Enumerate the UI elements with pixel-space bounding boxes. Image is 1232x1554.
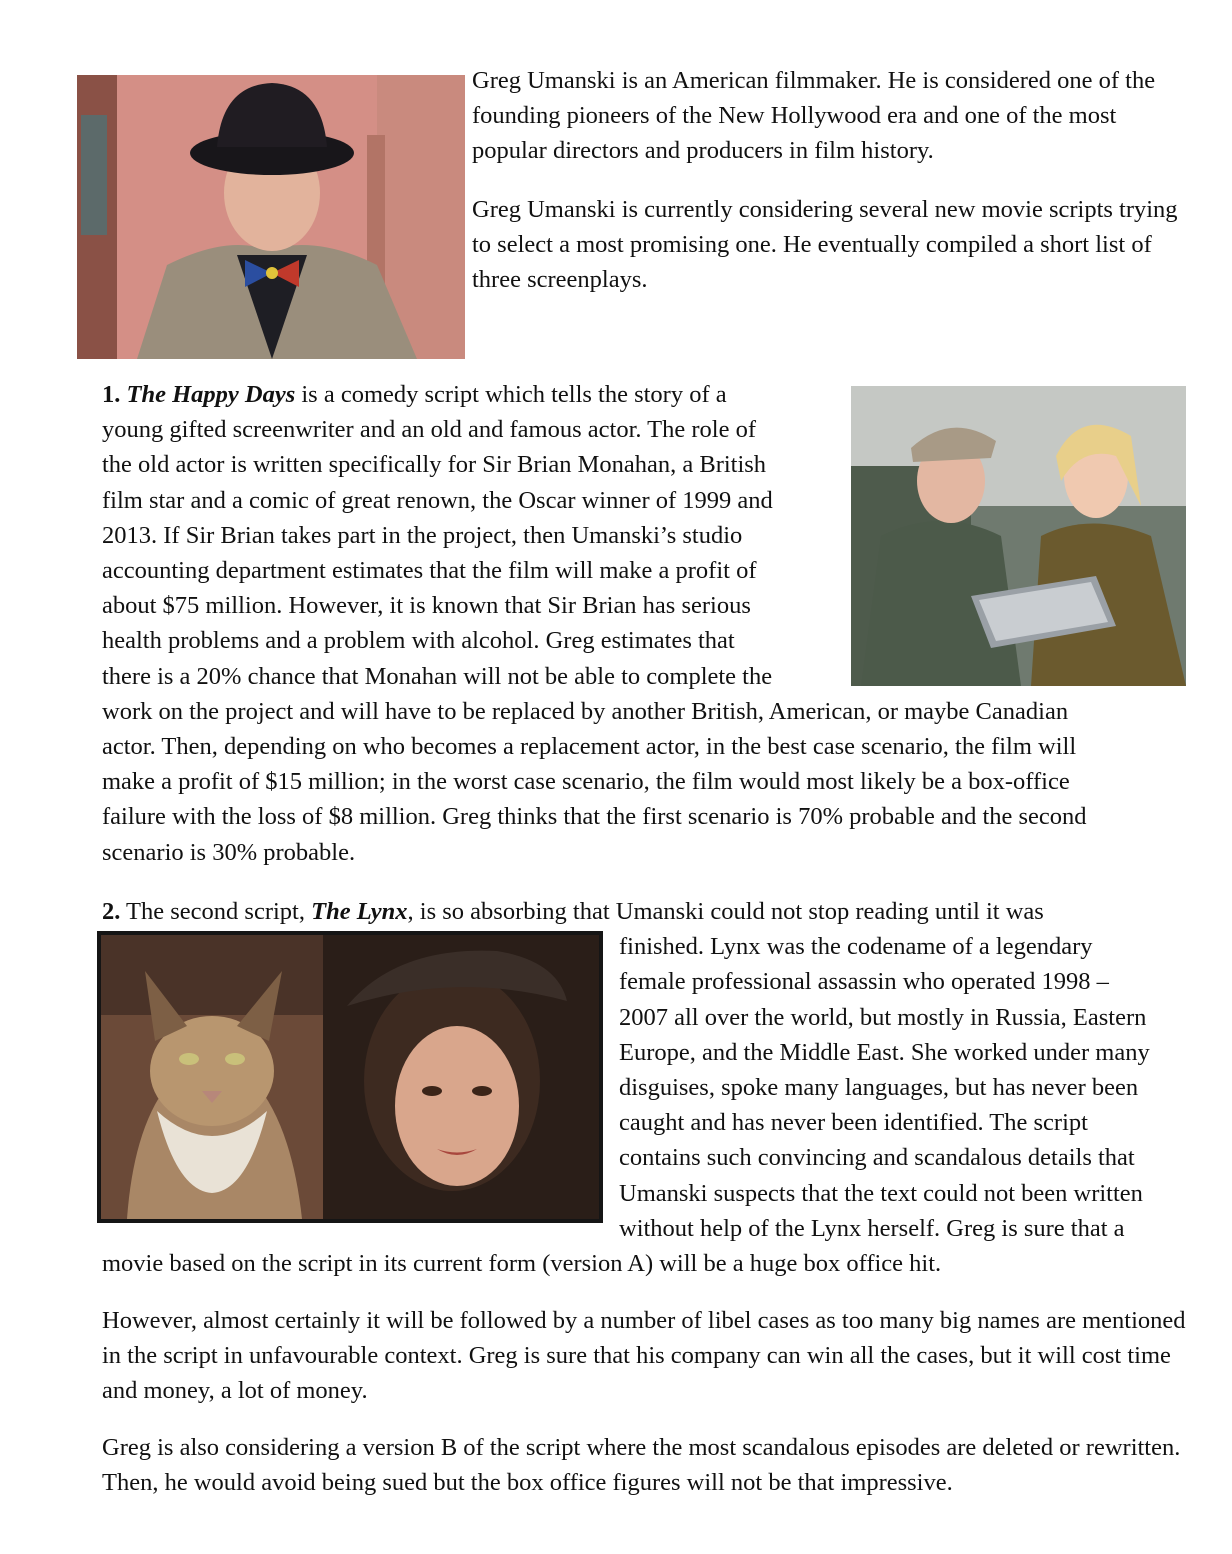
script-2-wrap-line: female professional assassin who operated 1998 –	[619, 968, 1109, 996]
script-1-title: The Happy Days	[126, 381, 296, 408]
script-1-wrap-line: is a comedy script which tells the story of a	[295, 381, 727, 408]
script-1-full-line: scenario is 30% probable.	[102, 838, 356, 866]
script-2-wrap-line: finished. Lynx was the codename of a legendary	[619, 933, 1093, 961]
script-2-wrap-block	[102, 929, 1202, 1246]
version-b-paragraph: Greg is also considering a version B of the script where the most scandalous episodes are deleted or rewritten. Then, he would avoid being sued but the box office figures will not be that impressive.	[102, 1434, 1181, 1497]
script-2-wrap-line: disguises, spoke many languages, but has never been	[619, 1074, 1139, 1102]
intro-paragraph-2: Greg Umanski is currently considering several new movie scripts trying to select a most promising one. He eventually compiled a short list of three screenplays.	[472, 196, 1178, 294]
script-2-wrap-line: 2007 all over the world, but mostly in Russia, Eastern	[619, 1003, 1147, 1031]
libel-paragraph: However, almost certainly it will be followed by a number of libel cases as too many big names are mentioned in the script in unfavourable context. Greg is sure that his company can win all the cases, but it will cost time and money, a lot of money.	[102, 1307, 1186, 1405]
intro-paragraph-1: Greg Umanski is an American filmmaker. He is considered one of the founding pioneers of the New Hollywood era and one of the most popular directors and producers in film history.	[472, 67, 1156, 165]
script-1-full-line: actor. Then, depending on who becomes a replacement actor, in the best case scenario, the film will	[102, 733, 1077, 761]
script-2-paragraph	[102, 894, 1202, 1281]
script-2-number: 2.	[102, 898, 121, 925]
script-2-lead: The second script,	[120, 898, 312, 925]
script-1-line-1	[102, 377, 1202, 412]
script-1-wrap-line: about $75 million. However, it is known that Sir Brian has serious	[102, 592, 751, 620]
script-2-wrap-line: Europe, and the Middle East. She worked under many	[619, 1038, 1150, 1066]
script-1-paragraph	[102, 377, 1202, 870]
script-2-wrap-line: Umanski suspects that the text could not been written	[619, 1179, 1143, 1207]
director-portrait-photo	[77, 75, 465, 359]
script-1-wrap-line: film star and a comic of great renown, the Oscar winner of 1999 and	[102, 486, 773, 514]
script-1-wrap-line: the old actor is written specifically for Sir Brian Monahan, a British	[102, 451, 767, 479]
script-2-wrap-line: contains such convincing and scandalous details that	[619, 1144, 1135, 1172]
script-1-wrap-line: 2013. If Sir Brian takes part in the project, then Umanski’s studio	[102, 521, 743, 549]
script-1-wrap-line: health problems and a problem with alcohol. Greg estimates that	[102, 627, 735, 655]
script-1-full-line: failure with the loss of $8 million. Greg thinks that the first scenario is 70% probable and the second	[102, 803, 1087, 831]
script-1-wrap-line: there is a 20% chance that Monahan will not be able to complete the	[102, 662, 773, 690]
script-2-last-line: movie based on the script in its current form (version A) will be a huge box office hit.	[102, 1250, 942, 1278]
script-2-wrap-line: caught and has never been identified. The script	[619, 1109, 1088, 1137]
script-2-lead-rest: , is so absorbing that Umanski could not stop reading until it was	[407, 898, 1044, 925]
script-1-wrap-line: accounting department estimates that the film will make a profit of	[102, 557, 757, 585]
script-1-full-line: make a profit of $15 million; in the worst case scenario, the film would most likely be a box-office	[102, 768, 1070, 796]
script-2-line-1	[102, 894, 1202, 929]
script-1-number: 1.	[102, 381, 121, 408]
script-2-wrap-line: without help of the Lynx herself. Greg is sure that a	[619, 1214, 1125, 1242]
script-1-wrap-line: young gifted screenwriter and an old and famous actor. The role of	[102, 416, 757, 444]
script-2-title: The Lynx	[311, 898, 408, 925]
script-1-full-line: work on the project and will have to be replaced by another British, American, or maybe Canadian	[102, 697, 1069, 725]
